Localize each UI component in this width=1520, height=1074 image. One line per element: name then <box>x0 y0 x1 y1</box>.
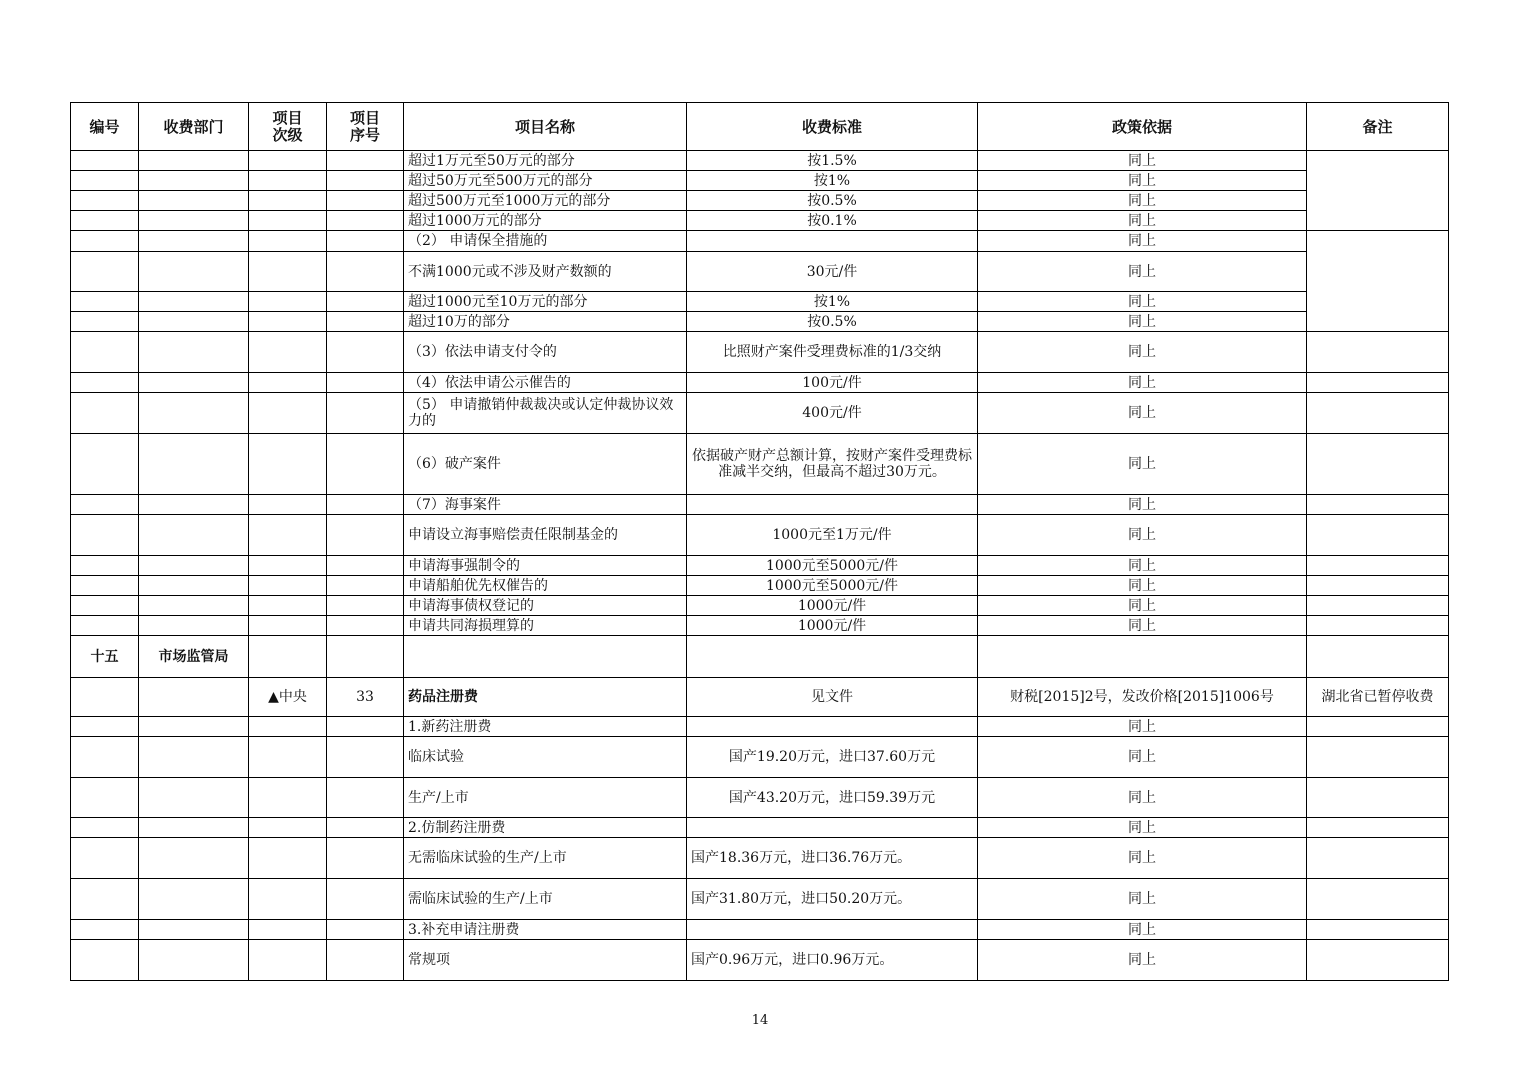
cell-sequence <box>327 717 404 737</box>
cell-note <box>1307 292 1449 312</box>
cell-level <box>249 171 327 191</box>
cell-sequence <box>327 495 404 515</box>
table-row <box>71 252 1449 292</box>
cell-level <box>249 151 327 171</box>
cell-policy-basis: 同上 <box>978 818 1307 838</box>
table-row <box>71 717 1449 737</box>
cell-item-name: 申请海事强制令的 <box>404 556 687 576</box>
cell-sequence <box>327 596 404 616</box>
cell-note <box>1307 211 1449 231</box>
cell-department <box>139 393 249 434</box>
cell-id <box>71 373 139 393</box>
cell-note <box>1307 231 1449 252</box>
header-department: 收费部门 <box>139 103 249 151</box>
cell-level <box>249 495 327 515</box>
cell-fee-standard: 1000元/件 <box>687 616 978 636</box>
cell-item-name: （7）海事案件 <box>404 495 687 515</box>
cell-department <box>139 495 249 515</box>
cell-item-name: 需临床试验的生产/上市 <box>404 879 687 920</box>
cell-sequence: 33 <box>327 678 404 717</box>
cell-department <box>139 838 249 879</box>
cell-id <box>71 495 139 515</box>
table-row <box>71 920 1449 940</box>
cell-policy-basis: 同上 <box>978 515 1307 556</box>
table-row <box>71 838 1449 879</box>
cell-fee-standard <box>687 920 978 940</box>
cell-sequence <box>327 556 404 576</box>
cell-note <box>1307 636 1449 678</box>
cell-department <box>139 778 249 818</box>
cell-fee-standard: 400元/件 <box>687 393 978 434</box>
cell-policy-basis: 同上 <box>978 576 1307 596</box>
cell-level <box>249 920 327 940</box>
header-level: 项目 次级 <box>249 103 327 151</box>
cell-department <box>139 879 249 920</box>
cell-fee-standard <box>687 231 978 252</box>
cell-department <box>139 616 249 636</box>
cell-department <box>139 332 249 373</box>
cell-item-name: 申请设立海事赔偿责任限制基金的 <box>404 515 687 556</box>
header-sequence: 项目 序号 <box>327 103 404 151</box>
cell-note <box>1307 940 1449 981</box>
cell-sequence <box>327 292 404 312</box>
page-number: 14 <box>751 1013 769 1028</box>
cell-item-name: 不满1000元或不涉及财产数额的 <box>404 252 687 292</box>
cell-department <box>139 596 249 616</box>
cell-level <box>249 332 327 373</box>
cell-fee-standard: 比照财产案件受理费标准的1/3交纳 <box>687 332 978 373</box>
cell-id <box>71 717 139 737</box>
cell-fee-standard <box>687 636 978 678</box>
cell-item-name: 生产/上市 <box>404 778 687 818</box>
cell-item-name <box>404 636 687 678</box>
cell-note: 湖北省已暂停收费 <box>1307 678 1449 717</box>
cell-id <box>71 292 139 312</box>
cell-sequence <box>327 737 404 778</box>
cell-id <box>71 838 139 879</box>
table-row <box>71 737 1449 778</box>
cell-policy-basis: 同上 <box>978 717 1307 737</box>
cell-fee-standard: 按0.5% <box>687 312 978 332</box>
cell-level <box>249 515 327 556</box>
cell-fee-standard: 1000元至5000元/件 <box>687 576 978 596</box>
cell-department: 市场监管局 <box>139 636 249 678</box>
table-row <box>71 678 1449 717</box>
cell-fee-standard: 国产0.96万元，进口0.96万元。 <box>687 940 978 981</box>
cell-level <box>249 373 327 393</box>
fee-table <box>70 102 1449 981</box>
cell-fee-standard: 依据破产财产总额计算，按财产案件受理费标准减半交纳，但最高不超过30万元。 <box>687 434 978 495</box>
cell-item-name: 申请海事债权登记的 <box>404 596 687 616</box>
cell-policy-basis: 同上 <box>978 434 1307 495</box>
cell-department <box>139 373 249 393</box>
cell-department <box>139 818 249 838</box>
cell-department <box>139 940 249 981</box>
cell-sequence <box>327 515 404 556</box>
cell-fee-standard: 按1.5% <box>687 151 978 171</box>
cell-policy-basis: 同上 <box>978 252 1307 292</box>
cell-level <box>249 596 327 616</box>
cell-id <box>71 678 139 717</box>
cell-sequence <box>327 818 404 838</box>
header-note: 备注 <box>1307 103 1449 151</box>
table-row <box>71 393 1449 434</box>
cell-policy-basis <box>978 636 1307 678</box>
cell-department <box>139 171 249 191</box>
cell-policy-basis: 同上 <box>978 292 1307 312</box>
cell-level <box>249 292 327 312</box>
cell-level <box>249 818 327 838</box>
cell-note <box>1307 515 1449 556</box>
cell-id <box>71 393 139 434</box>
cell-fee-standard <box>687 818 978 838</box>
cell-level <box>249 838 327 879</box>
cell-sequence <box>327 191 404 211</box>
cell-sequence <box>327 151 404 171</box>
cell-sequence <box>327 373 404 393</box>
cell-note <box>1307 596 1449 616</box>
cell-policy-basis: 同上 <box>978 211 1307 231</box>
cell-fee-standard: 按0.5% <box>687 191 978 211</box>
cell-sequence <box>327 211 404 231</box>
cell-id <box>71 211 139 231</box>
cell-fee-standard: 1000元至1万元/件 <box>687 515 978 556</box>
cell-item-name: 申请共同海损理算的 <box>404 616 687 636</box>
cell-fee-standard: 见文件 <box>687 678 978 717</box>
table-row <box>71 151 1449 171</box>
cell-level <box>249 616 327 636</box>
header-id: 编号 <box>71 103 139 151</box>
cell-id <box>71 231 139 252</box>
cell-id <box>71 940 139 981</box>
cell-note <box>1307 717 1449 737</box>
cell-id <box>71 191 139 211</box>
header-policy-basis: 政策依据 <box>978 103 1307 151</box>
cell-id <box>71 920 139 940</box>
table-row <box>71 818 1449 838</box>
table-row <box>71 576 1449 596</box>
cell-item-name: 超过50万元至500万元的部分 <box>404 171 687 191</box>
cell-note <box>1307 737 1449 778</box>
cell-policy-basis: 同上 <box>978 616 1307 636</box>
cell-level <box>249 717 327 737</box>
cell-department <box>139 737 249 778</box>
cell-policy-basis: 财税[2015]2号，发改价格[2015]1006号 <box>978 678 1307 717</box>
cell-note <box>1307 434 1449 495</box>
cell-sequence <box>327 231 404 252</box>
cell-sequence <box>327 312 404 332</box>
cell-fee-standard: 按1% <box>687 171 978 191</box>
cell-note <box>1307 838 1449 879</box>
cell-level <box>249 940 327 981</box>
cell-sequence <box>327 576 404 596</box>
cell-item-name: 3.补充申请注册费 <box>404 920 687 940</box>
cell-id <box>71 151 139 171</box>
cell-level <box>249 576 327 596</box>
table-row <box>71 515 1449 556</box>
cell-policy-basis: 同上 <box>978 151 1307 171</box>
cell-item-name: 超过10万的部分 <box>404 312 687 332</box>
cell-id <box>71 778 139 818</box>
table-row <box>71 434 1449 495</box>
header-fee-standard: 收费标准 <box>687 103 978 151</box>
cell-policy-basis: 同上 <box>978 191 1307 211</box>
cell-item-name: 超过1000万元的部分 <box>404 211 687 231</box>
cell-note <box>1307 171 1449 191</box>
table-row <box>71 879 1449 920</box>
table-row <box>71 312 1449 332</box>
cell-id <box>71 576 139 596</box>
cell-fee-standard <box>687 717 978 737</box>
table-body <box>71 151 1449 981</box>
cell-policy-basis: 同上 <box>978 171 1307 191</box>
cell-fee-standard: 国产31.80万元，进口50.20万元。 <box>687 879 978 920</box>
cell-policy-basis: 同上 <box>978 393 1307 434</box>
cell-department <box>139 231 249 252</box>
cell-id <box>71 556 139 576</box>
cell-sequence <box>327 332 404 373</box>
cell-note <box>1307 920 1449 940</box>
cell-sequence <box>327 434 404 495</box>
cell-level <box>249 252 327 292</box>
cell-department <box>139 434 249 495</box>
table-row <box>71 292 1449 312</box>
cell-sequence <box>327 252 404 292</box>
cell-item-name: 超过1000元至10万元的部分 <box>404 292 687 312</box>
table-header-row <box>71 103 1449 151</box>
cell-id: 十五 <box>71 636 139 678</box>
cell-department <box>139 312 249 332</box>
cell-id <box>71 879 139 920</box>
table-row <box>71 556 1449 576</box>
cell-note <box>1307 332 1449 373</box>
table-row <box>71 231 1449 252</box>
cell-item-name: 临床试验 <box>404 737 687 778</box>
cell-id <box>71 312 139 332</box>
table-row <box>71 778 1449 818</box>
table-row <box>71 191 1449 211</box>
cell-fee-standard: 30元/件 <box>687 252 978 292</box>
cell-item-name: 超过500万元至1000万元的部分 <box>404 191 687 211</box>
cell-fee-standard <box>687 495 978 515</box>
cell-note <box>1307 495 1449 515</box>
cell-level <box>249 636 327 678</box>
cell-policy-basis: 同上 <box>978 312 1307 332</box>
cell-level <box>249 231 327 252</box>
cell-id <box>71 434 139 495</box>
cell-department <box>139 292 249 312</box>
cell-fee-standard: 100元/件 <box>687 373 978 393</box>
cell-sequence <box>327 778 404 818</box>
cell-policy-basis: 同上 <box>978 556 1307 576</box>
cell-note <box>1307 818 1449 838</box>
cell-item-name: 申请船舶优先权催告的 <box>404 576 687 596</box>
cell-department <box>139 717 249 737</box>
cell-note <box>1307 879 1449 920</box>
cell-item-name: 常规项 <box>404 940 687 981</box>
cell-id <box>71 332 139 373</box>
cell-sequence <box>327 636 404 678</box>
cell-id <box>71 818 139 838</box>
cell-policy-basis: 同上 <box>978 778 1307 818</box>
cell-item-name: （5） 申请撤销仲裁裁决或认定仲裁协议效力的 <box>404 393 687 434</box>
table-row <box>71 373 1449 393</box>
cell-sequence <box>327 616 404 636</box>
cell-department <box>139 151 249 171</box>
cell-level <box>249 737 327 778</box>
cell-fee-standard: 国产18.36万元，进口36.76万元。 <box>687 838 978 879</box>
cell-department <box>139 191 249 211</box>
cell-id <box>71 515 139 556</box>
cell-fee-standard: 1000元/件 <box>687 596 978 616</box>
cell-department <box>139 556 249 576</box>
cell-policy-basis: 同上 <box>978 596 1307 616</box>
cell-item-name: 2.仿制药注册费 <box>404 818 687 838</box>
cell-note <box>1307 191 1449 211</box>
cell-policy-basis: 同上 <box>978 838 1307 879</box>
cell-sequence <box>327 940 404 981</box>
cell-level <box>249 312 327 332</box>
cell-level <box>249 393 327 434</box>
cell-item-name: 无需临床试验的生产/上市 <box>404 838 687 879</box>
cell-note <box>1307 576 1449 596</box>
cell-fee-standard: 按0.1% <box>687 211 978 231</box>
cell-item-name: 药品注册费 <box>404 678 687 717</box>
cell-level <box>249 191 327 211</box>
cell-sequence <box>327 171 404 191</box>
cell-note <box>1307 312 1449 332</box>
cell-level <box>249 434 327 495</box>
cell-id <box>71 616 139 636</box>
cell-policy-basis: 同上 <box>978 879 1307 920</box>
cell-department <box>139 252 249 292</box>
cell-note <box>1307 556 1449 576</box>
table-row <box>71 495 1449 515</box>
cell-item-name: （6）破产案件 <box>404 434 687 495</box>
cell-fee-standard: 国产19.20万元，进口37.60万元 <box>687 737 978 778</box>
cell-department <box>139 920 249 940</box>
cell-item-name: 1.新药注册费 <box>404 717 687 737</box>
table-row <box>71 332 1449 373</box>
table-row <box>71 211 1449 231</box>
cell-sequence <box>327 393 404 434</box>
cell-policy-basis: 同上 <box>978 231 1307 252</box>
cell-level <box>249 211 327 231</box>
cell-fee-standard: 1000元至5000元/件 <box>687 556 978 576</box>
table-row <box>71 171 1449 191</box>
cell-policy-basis: 同上 <box>978 920 1307 940</box>
cell-id <box>71 737 139 778</box>
cell-level <box>249 879 327 920</box>
table-row <box>71 940 1449 981</box>
cell-policy-basis: 同上 <box>978 940 1307 981</box>
cell-id <box>71 252 139 292</box>
cell-sequence <box>327 838 404 879</box>
cell-id <box>71 171 139 191</box>
cell-item-name: （2） 申请保全措施的 <box>404 231 687 252</box>
header-item-name: 项目名称 <box>404 103 687 151</box>
cell-item-name: （3）依法申请支付令的 <box>404 332 687 373</box>
cell-fee-standard: 国产43.20万元，进口59.39万元 <box>687 778 978 818</box>
table-row <box>71 596 1449 616</box>
cell-fee-standard: 按1% <box>687 292 978 312</box>
cell-sequence <box>327 879 404 920</box>
cell-department <box>139 678 249 717</box>
cell-level <box>249 556 327 576</box>
cell-department <box>139 576 249 596</box>
cell-note <box>1307 373 1449 393</box>
cell-department <box>139 211 249 231</box>
cell-id <box>71 596 139 616</box>
cell-note <box>1307 778 1449 818</box>
cell-note <box>1307 151 1449 171</box>
cell-policy-basis: 同上 <box>978 495 1307 515</box>
cell-note <box>1307 393 1449 434</box>
cell-note <box>1307 252 1449 292</box>
table-row <box>71 616 1449 636</box>
cell-policy-basis: 同上 <box>978 373 1307 393</box>
cell-level <box>249 778 327 818</box>
table-row <box>71 636 1449 678</box>
cell-item-name: 超过1万元至50万元的部分 <box>404 151 687 171</box>
cell-policy-basis: 同上 <box>978 332 1307 373</box>
cell-sequence <box>327 920 404 940</box>
cell-department <box>139 515 249 556</box>
cell-level: ▲中央 <box>249 678 327 717</box>
cell-note <box>1307 616 1449 636</box>
cell-policy-basis: 同上 <box>978 737 1307 778</box>
cell-item-name: （4）依法申请公示催告的 <box>404 373 687 393</box>
